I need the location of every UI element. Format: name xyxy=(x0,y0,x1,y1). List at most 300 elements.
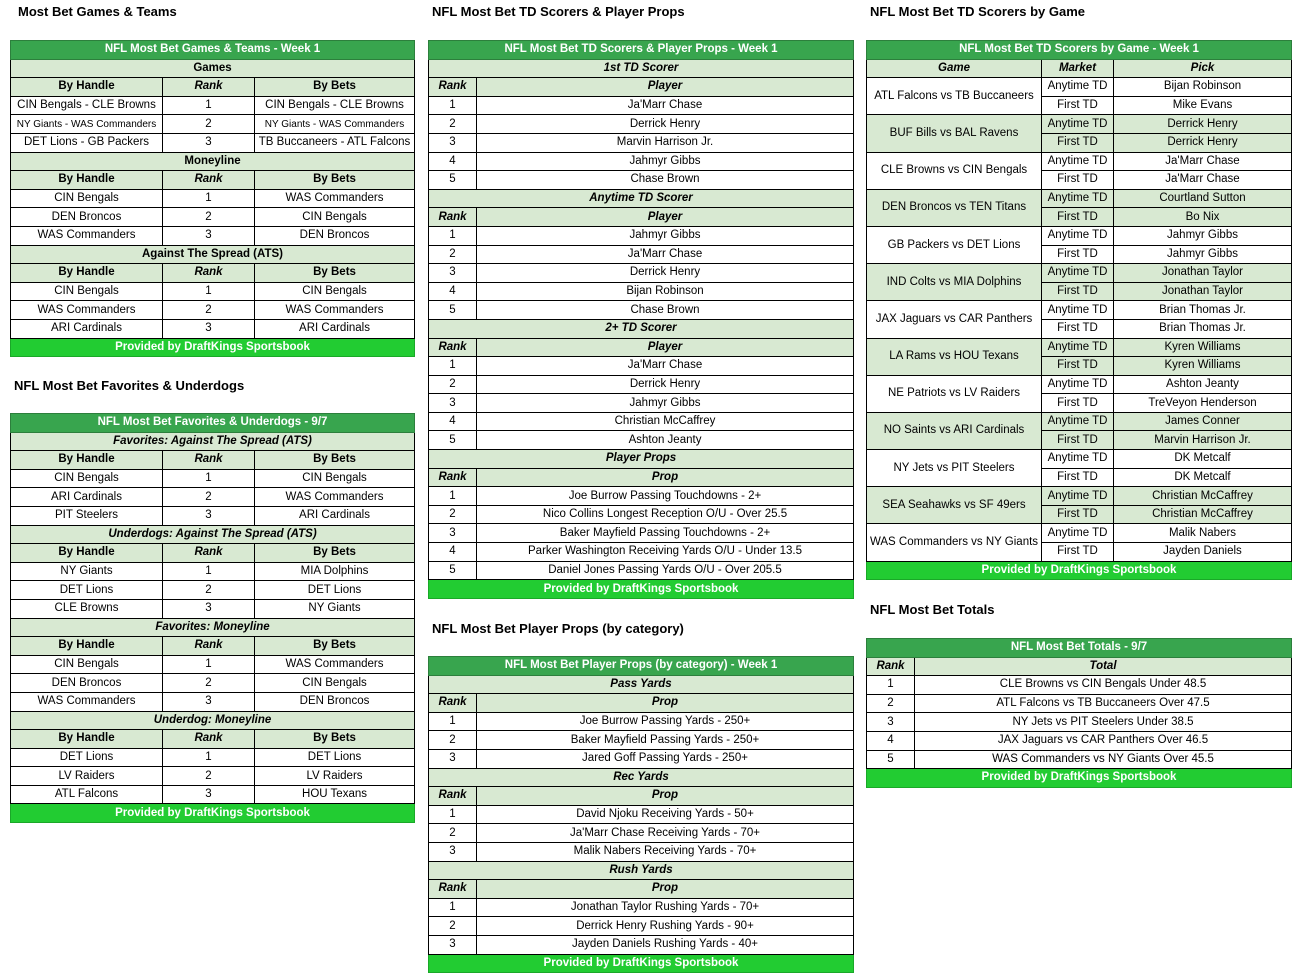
table-row xyxy=(867,487,1292,506)
table-row xyxy=(429,935,854,954)
table-row xyxy=(867,412,1292,431)
table-row xyxy=(11,469,415,488)
rank-cell: 1 xyxy=(163,655,255,674)
rank-cell: 3 xyxy=(429,264,477,283)
bets-cell: LV Raiders xyxy=(255,767,415,786)
table-row xyxy=(429,561,854,580)
value-cell: Joe Burrow Passing Yards - 250+ xyxy=(477,712,854,731)
pick-cell: Jonathan Taylor xyxy=(1114,282,1292,301)
market-cell: Anytime TD xyxy=(1042,152,1114,171)
rank-cell: 4 xyxy=(429,412,477,431)
table-row xyxy=(867,78,1292,97)
section-title: Against The Spread (ATS) xyxy=(11,245,415,264)
table-row xyxy=(429,543,854,562)
bets-cell: DEN Broncos xyxy=(255,226,415,245)
games-teams-heading: Most Bet Games & Teams xyxy=(18,4,177,19)
section-title: Underdog: Moneyline xyxy=(11,711,415,730)
fav-dog-heading: NFL Most Bet Favorites & Underdogs xyxy=(14,378,245,393)
table-row xyxy=(867,375,1292,394)
col-header: Rank xyxy=(429,208,477,227)
bets-cell: DEN Broncos xyxy=(255,692,415,711)
rank-cell: 3 xyxy=(429,524,477,543)
col-header: By Handle xyxy=(11,78,163,97)
pick-cell: Bijan Robinson xyxy=(1114,78,1292,97)
col-header: Rank xyxy=(163,544,255,563)
rank-cell: 1 xyxy=(429,96,477,115)
table-row xyxy=(11,282,415,301)
value-cell: Bijan Robinson xyxy=(477,282,854,301)
table-row xyxy=(429,412,854,431)
market-cell: Anytime TD xyxy=(1042,264,1114,283)
value-cell: Christian McCaffrey xyxy=(477,412,854,431)
value-cell: ATL Falcons vs TB Buccaneers Over 47.5 xyxy=(915,694,1292,713)
rank-cell: 5 xyxy=(429,431,477,450)
rank-cell: 3 xyxy=(163,692,255,711)
col-header: By Bets xyxy=(255,78,415,97)
section-title: Underdogs: Against The Spread (ATS) xyxy=(11,525,415,544)
bets-cell: HOU Texans xyxy=(255,785,415,804)
table-row xyxy=(429,301,854,320)
table-row xyxy=(429,282,854,301)
handle-cell: WAS Commanders xyxy=(11,226,163,245)
table-row xyxy=(11,506,415,525)
table-row xyxy=(429,731,854,750)
pick-cell: Jahmyr Gibbs xyxy=(1114,245,1292,264)
rank-cell: 3 xyxy=(429,749,477,768)
table-row xyxy=(11,692,415,711)
rank-cell: 1 xyxy=(163,96,255,115)
value-cell: Derrick Henry xyxy=(477,264,854,283)
value-cell: Jared Goff Passing Yards - 250+ xyxy=(477,749,854,768)
col-header: By Bets xyxy=(255,544,415,563)
value-cell: Parker Washington Receiving Yards O/U - Under 13.5 xyxy=(477,543,854,562)
value-cell: Jahmyr Gibbs xyxy=(477,226,854,245)
col-header: Rank xyxy=(163,637,255,656)
pick-cell: Derrick Henry xyxy=(1114,133,1292,152)
rank-cell: 3 xyxy=(429,133,477,152)
col-header: Rank xyxy=(163,451,255,470)
market-cell: First TD xyxy=(1042,245,1114,264)
value-cell: Chase Brown xyxy=(477,301,854,320)
table-footer: Provided by DraftKings Sportsbook xyxy=(867,769,1292,788)
table-row xyxy=(429,805,854,824)
value-cell: Joe Burrow Passing Touchdowns - 2+ xyxy=(477,487,854,506)
pick-cell: DK Metcalf xyxy=(1114,468,1292,487)
col-header: Prop xyxy=(477,468,854,487)
rank-cell: 1 xyxy=(163,189,255,208)
market-cell: Anytime TD xyxy=(1042,524,1114,543)
pick-cell: Jonathan Taylor xyxy=(1114,264,1292,283)
table-row xyxy=(429,842,854,861)
game-cell: JAX Jaguars vs CAR Panthers xyxy=(867,301,1042,338)
col-header: Player xyxy=(477,338,854,357)
handle-cell: CIN Bengals xyxy=(11,469,163,488)
rank-cell: 2 xyxy=(163,115,255,134)
handle-cell: CIN Bengals xyxy=(11,189,163,208)
handle-cell: ATL Falcons xyxy=(11,785,163,804)
rank-cell: 2 xyxy=(163,488,255,507)
market-cell: Anytime TD xyxy=(1042,301,1114,320)
bets-cell: WAS Commanders xyxy=(255,488,415,507)
game-cell: NY Jets vs PIT Steelers xyxy=(867,450,1042,487)
pick-cell: Ja'Marr Chase xyxy=(1114,152,1292,171)
market-cell: First TD xyxy=(1042,208,1114,227)
rank-cell: 3 xyxy=(429,394,477,413)
value-cell: Marvin Harrison Jr. xyxy=(477,133,854,152)
game-cell: NO Saints vs ARI Cardinals xyxy=(867,412,1042,449)
market-cell: First TD xyxy=(1042,543,1114,562)
handle-cell: ARI Cardinals xyxy=(11,319,163,338)
section-title: 2+ TD Scorer xyxy=(429,319,854,338)
section-title: Pass Yards xyxy=(429,675,854,694)
table-row xyxy=(11,115,415,134)
table-row xyxy=(11,599,415,618)
market-cell: Anytime TD xyxy=(1042,450,1114,469)
handle-cell: DET Lions xyxy=(11,581,163,600)
table-row xyxy=(867,750,1292,769)
pick-cell: Jahmyr Gibbs xyxy=(1114,226,1292,245)
pick-cell: Christian McCaffrey xyxy=(1114,487,1292,506)
table-row xyxy=(11,488,415,507)
table-row xyxy=(11,655,415,674)
rank-cell: 1 xyxy=(429,487,477,506)
pick-cell: Bo Nix xyxy=(1114,208,1292,227)
rank-cell: 3 xyxy=(429,842,477,861)
table-footer: Provided by DraftKings Sportsbook xyxy=(11,804,415,823)
rank-cell: 2 xyxy=(163,301,255,320)
rank-cell: 2 xyxy=(429,731,477,750)
value-cell: Ja'Marr Chase xyxy=(477,96,854,115)
rank-cell: 1 xyxy=(429,226,477,245)
value-cell: Derrick Henry xyxy=(477,375,854,394)
col-header: Rank xyxy=(163,78,255,97)
col-header: Player xyxy=(477,78,854,97)
col-header: Rank xyxy=(429,880,477,899)
market-cell: First TD xyxy=(1042,357,1114,376)
rank-cell: 2 xyxy=(163,674,255,693)
handle-cell: DEN Broncos xyxy=(11,208,163,227)
bets-cell: CIN Bengals xyxy=(255,282,415,301)
market-cell: Anytime TD xyxy=(1042,78,1114,97)
handle-cell: DET Lions - GB Packers xyxy=(11,133,163,152)
value-cell: Malik Nabers Receiving Yards - 70+ xyxy=(477,842,854,861)
col-header: By Bets xyxy=(255,730,415,749)
pick-cell: Courtland Sutton xyxy=(1114,189,1292,208)
market-cell: First TD xyxy=(1042,505,1114,524)
bets-cell: TB Buccaneers - ATL Falcons xyxy=(255,133,415,152)
rank-cell: 2 xyxy=(429,917,477,936)
rank-cell: 2 xyxy=(429,505,477,524)
handle-cell: DET Lions xyxy=(11,748,163,767)
handle-cell: CIN Bengals xyxy=(11,655,163,674)
bets-cell: CIN Bengals xyxy=(255,469,415,488)
market-cell: First TD xyxy=(1042,431,1114,450)
pick-cell: Ja'Marr Chase xyxy=(1114,171,1292,190)
value-cell: CLE Browns vs CIN Bengals Under 48.5 xyxy=(915,676,1292,695)
table-row xyxy=(867,226,1292,245)
value-cell: NY Jets vs PIT Steelers Under 38.5 xyxy=(915,713,1292,732)
table-row xyxy=(11,226,415,245)
games-teams-table xyxy=(10,40,415,357)
table-row xyxy=(429,96,854,115)
pick-cell: Kyren Williams xyxy=(1114,357,1292,376)
bets-cell: NY Giants - WAS Commanders xyxy=(255,115,415,134)
table-row xyxy=(11,562,415,581)
table-row xyxy=(867,524,1292,543)
table-row xyxy=(11,748,415,767)
col-header: By Bets xyxy=(255,637,415,656)
table-title: NFL Most Bet Player Props (by category) - Week 1 xyxy=(429,657,854,676)
col-header: By Handle xyxy=(11,544,163,563)
rank-cell: 5 xyxy=(429,301,477,320)
rank-cell: 3 xyxy=(163,226,255,245)
rank-cell: 1 xyxy=(163,469,255,488)
game-cell: LA Rams vs HOU Texans xyxy=(867,338,1042,375)
rank-cell: 1 xyxy=(867,676,915,695)
value-cell: Ja'Marr Chase xyxy=(477,245,854,264)
section-title: Rush Yards xyxy=(429,861,854,880)
value-cell: JAX Jaguars vs CAR Panthers Over 46.5 xyxy=(915,731,1292,750)
market-cell: Anytime TD xyxy=(1042,412,1114,431)
col-header: Total xyxy=(915,657,1292,676)
market-cell: First TD xyxy=(1042,133,1114,152)
col-header: By Handle xyxy=(11,637,163,656)
rank-cell: 4 xyxy=(429,282,477,301)
section-title: Rec Yards xyxy=(429,768,854,787)
value-cell: Chase Brown xyxy=(477,171,854,190)
table-row xyxy=(11,96,415,115)
table-title: NFL Most Bet Totals - 9/7 xyxy=(867,639,1292,658)
value-cell: David Njoku Receiving Yards - 50+ xyxy=(477,805,854,824)
game-cell: IND Colts vs MIA Dolphins xyxy=(867,264,1042,301)
game-cell: ATL Falcons vs TB Buccaneers xyxy=(867,78,1042,115)
rank-cell: 1 xyxy=(429,712,477,731)
col-header: Rank xyxy=(163,264,255,283)
rank-cell: 1 xyxy=(163,562,255,581)
market-cell: First TD xyxy=(1042,282,1114,301)
rank-cell: 3 xyxy=(429,935,477,954)
col-header: By Bets xyxy=(255,264,415,283)
game-cell: SEA Seahawks vs SF 49ers xyxy=(867,487,1042,524)
pick-cell: Malik Nabers xyxy=(1114,524,1292,543)
col-header: Pick xyxy=(1114,59,1292,78)
value-cell: Nico Collins Longest Reception O/U - Over 25.5 xyxy=(477,505,854,524)
market-cell: First TD xyxy=(1042,394,1114,413)
table-row xyxy=(429,712,854,731)
market-cell: Anytime TD xyxy=(1042,115,1114,134)
market-cell: Anytime TD xyxy=(1042,189,1114,208)
table-row xyxy=(867,694,1292,713)
col-header: Rank xyxy=(163,171,255,190)
value-cell: Daniel Jones Passing Yards O/U - Over 205.5 xyxy=(477,561,854,580)
table-footer: Provided by DraftKings Sportsbook xyxy=(11,338,415,357)
totals-table xyxy=(866,638,1292,788)
col-header: By Handle xyxy=(11,264,163,283)
bets-cell: WAS Commanders xyxy=(255,301,415,320)
table-row xyxy=(429,394,854,413)
table-row xyxy=(429,152,854,171)
table-row xyxy=(867,731,1292,750)
col-header: Player xyxy=(477,208,854,227)
market-cell: First TD xyxy=(1042,468,1114,487)
game-cell: CLE Browns vs CIN Bengals xyxy=(867,152,1042,189)
market-cell: First TD xyxy=(1042,96,1114,115)
table-row xyxy=(867,189,1292,208)
handle-cell: LV Raiders xyxy=(11,767,163,786)
table-row xyxy=(867,115,1292,134)
table-footer: Provided by DraftKings Sportsbook xyxy=(429,954,854,973)
pick-cell: Marvin Harrison Jr. xyxy=(1114,431,1292,450)
rank-cell: 3 xyxy=(163,599,255,618)
col-header: Rank xyxy=(429,787,477,806)
table-row xyxy=(11,785,415,804)
handle-cell: CIN Bengals xyxy=(11,282,163,301)
props-category-heading: NFL Most Bet Player Props (by category) xyxy=(432,621,684,636)
rank-cell: 3 xyxy=(163,506,255,525)
value-cell: Ja'Marr Chase xyxy=(477,357,854,376)
section-title: Moneyline xyxy=(11,152,415,171)
fav-dog-table xyxy=(10,413,415,823)
col-header: Prop xyxy=(477,880,854,899)
rank-cell: 2 xyxy=(163,208,255,227)
value-cell: Baker Mayfield Passing Yards - 250+ xyxy=(477,731,854,750)
rank-cell: 3 xyxy=(867,713,915,732)
bets-cell: CIN Bengals xyxy=(255,208,415,227)
bets-cell: ARI Cardinals xyxy=(255,506,415,525)
rank-cell: 2 xyxy=(429,375,477,394)
section-title: 1st TD Scorer xyxy=(429,59,854,78)
value-cell: Derrick Henry Rushing Yards - 90+ xyxy=(477,917,854,936)
game-cell: BUF Bills vs BAL Ravens xyxy=(867,115,1042,152)
table-row xyxy=(11,674,415,693)
table-row xyxy=(867,264,1292,283)
bets-cell: WAS Commanders xyxy=(255,655,415,674)
table-title: NFL Most Bet Games & Teams - Week 1 xyxy=(11,41,415,60)
bets-cell: ARI Cardinals xyxy=(255,319,415,338)
table-row xyxy=(429,226,854,245)
market-cell: Anytime TD xyxy=(1042,487,1114,506)
table-row xyxy=(429,431,854,450)
bets-cell: DET Lions xyxy=(255,748,415,767)
table-row xyxy=(429,505,854,524)
td-props-heading: NFL Most Bet TD Scorers & Player Props xyxy=(432,4,685,19)
market-cell: First TD xyxy=(1042,319,1114,338)
handle-cell: WAS Commanders xyxy=(11,301,163,320)
rank-cell: 5 xyxy=(429,561,477,580)
pick-cell: TreVeyon Henderson xyxy=(1114,394,1292,413)
props-category-table xyxy=(428,656,854,973)
pick-cell: Christian McCaffrey xyxy=(1114,505,1292,524)
col-header: By Handle xyxy=(11,171,163,190)
handle-cell: NY Giants - WAS Commanders xyxy=(11,115,163,134)
table-row xyxy=(11,581,415,600)
pick-cell: Mike Evans xyxy=(1114,96,1292,115)
game-cell: GB Packers vs DET Lions xyxy=(867,226,1042,263)
value-cell: Jahmyr Gibbs xyxy=(477,394,854,413)
rank-cell: 5 xyxy=(867,750,915,769)
table-title: NFL Most Bet TD Scorers & Player Props - Week 1 xyxy=(429,41,854,60)
table-row xyxy=(429,917,854,936)
table-row xyxy=(429,171,854,190)
game-cell: WAS Commanders vs NY Giants xyxy=(867,524,1042,561)
table-title: NFL Most Bet TD Scorers by Game - Week 1 xyxy=(867,41,1292,60)
pick-cell: DK Metcalf xyxy=(1114,450,1292,469)
col-header: Prop xyxy=(477,694,854,713)
table-row xyxy=(429,898,854,917)
market-cell: Anytime TD xyxy=(1042,226,1114,245)
value-cell: Ja'Marr Chase Receiving Yards - 70+ xyxy=(477,824,854,843)
pick-cell: Brian Thomas Jr. xyxy=(1114,301,1292,320)
table-row xyxy=(867,713,1292,732)
rank-cell: 3 xyxy=(163,785,255,804)
table-row xyxy=(429,749,854,768)
rank-cell: 5 xyxy=(429,171,477,190)
pick-cell: Kyren Williams xyxy=(1114,338,1292,357)
handle-cell: WAS Commanders xyxy=(11,692,163,711)
market-cell: Anytime TD xyxy=(1042,375,1114,394)
pick-cell: Derrick Henry xyxy=(1114,115,1292,134)
table-footer: Provided by DraftKings Sportsbook xyxy=(429,580,854,599)
table-row xyxy=(429,487,854,506)
col-header: By Handle xyxy=(11,730,163,749)
game-cell: NE Patriots vs LV Raiders xyxy=(867,375,1042,412)
value-cell: Ashton Jeanty xyxy=(477,431,854,450)
section-title: Anytime TD Scorer xyxy=(429,189,854,208)
handle-cell: ARI Cardinals xyxy=(11,488,163,507)
totals-heading: NFL Most Bet Totals xyxy=(870,602,995,617)
table-footer: Provided by DraftKings Sportsbook xyxy=(867,561,1292,580)
bets-cell: NY Giants xyxy=(255,599,415,618)
value-cell: Jayden Daniels Rushing Yards - 40+ xyxy=(477,935,854,954)
table-row xyxy=(11,208,415,227)
table-row xyxy=(11,133,415,152)
rank-cell: 3 xyxy=(163,133,255,152)
rank-cell: 1 xyxy=(163,748,255,767)
handle-cell: CIN Bengals - CLE Browns xyxy=(11,96,163,115)
table-row xyxy=(429,245,854,264)
table-row xyxy=(429,824,854,843)
rank-cell: 4 xyxy=(867,731,915,750)
rank-cell: 2 xyxy=(867,694,915,713)
rank-cell: 4 xyxy=(429,543,477,562)
rank-cell: 2 xyxy=(429,824,477,843)
bets-cell: CIN Bengals - CLE Browns xyxy=(255,96,415,115)
td-props-table xyxy=(428,40,854,599)
pick-cell: Ashton Jeanty xyxy=(1114,375,1292,394)
table-title: NFL Most Bet Favorites & Underdogs - 9/7 xyxy=(11,414,415,433)
col-header: By Bets xyxy=(255,451,415,470)
col-header: Prop xyxy=(477,787,854,806)
value-cell: Jonathan Taylor Rushing Yards - 70+ xyxy=(477,898,854,917)
rank-cell: 1 xyxy=(429,805,477,824)
col-header: Rank xyxy=(429,338,477,357)
value-cell: Baker Mayfield Passing Touchdowns - 2+ xyxy=(477,524,854,543)
col-header: Market xyxy=(1042,59,1114,78)
section-title: Favorites: Moneyline xyxy=(11,618,415,637)
col-header: Game xyxy=(867,59,1042,78)
bets-cell: MIA Dolphins xyxy=(255,562,415,581)
rank-cell: 2 xyxy=(429,245,477,264)
table-row xyxy=(867,301,1292,320)
table-row xyxy=(429,115,854,134)
table-row xyxy=(867,676,1292,695)
rank-cell: 1 xyxy=(429,357,477,376)
value-cell: Jahmyr Gibbs xyxy=(477,152,854,171)
col-header: Rank xyxy=(867,657,915,676)
bets-cell: CIN Bengals xyxy=(255,674,415,693)
handle-cell: DEN Broncos xyxy=(11,674,163,693)
col-header: Rank xyxy=(429,468,477,487)
